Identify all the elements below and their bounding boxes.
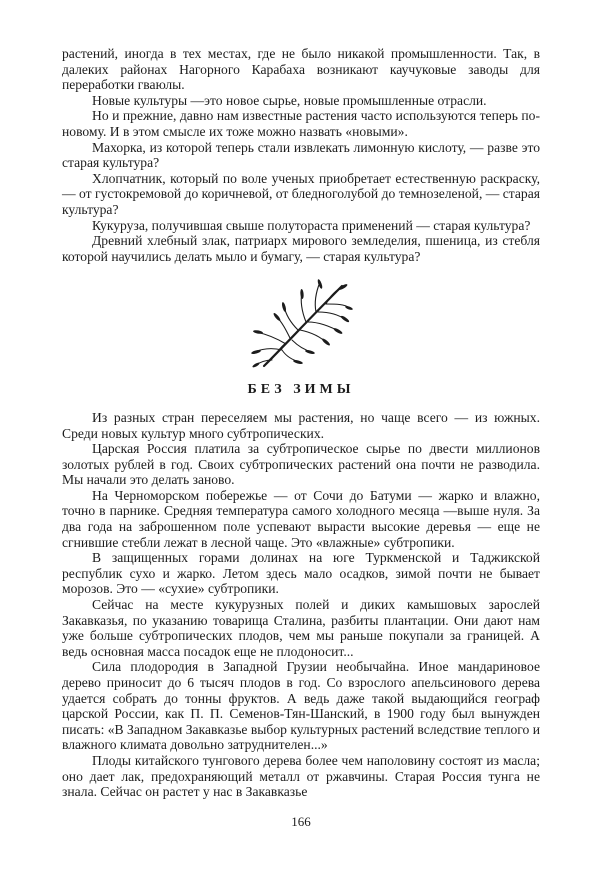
paragraph: Плоды китайского тунгового дерева более чем наполовину состоят из масла; оно дает лак, предохраняющий металл от ржавчины. Старая Россия тунга не знала. Сейчас он растет у нас в Закавказье — [62, 752, 540, 800]
page-number: 166 — [291, 813, 311, 829]
paragraph: Но и прежние, давно нам известные растения часто используются теперь по-новому. И в этом смысле их тоже можно назвать «новыми». — [62, 108, 540, 139]
section-heading: БЕЗ ЗИМЫ — [247, 382, 355, 398]
paragraph: Сейчас на месте кукурузных полей и диких камышовых зарослей Закавказья, по указанию товарища Сталина, разбиты плантации. Они дают нам уже больше субтропических плодов, чем мы раньше покупали за границей. А ведь основная масса посадок еще не плодоносит... — [62, 597, 540, 659]
paragraph: Махорка, из которой теперь стали извлекать лимонную кислоту, — разве это старая культура? — [62, 139, 540, 171]
paragraph: Новые культуры —это новое сырье, новые промышленные отрасли. — [92, 92, 487, 108]
paragraph: Древний хлебный злак, патриарх мирового земледелия, пшеница, из стебля которой научились делать мыло и бумагу, — старая культура? — [62, 233, 540, 264]
paragraph: Царская Россия платила за субтропическое сырье по двести миллионов золотых рублей в год. Своих субтропических растений она почти не разводила. Мы начали это делать заново. — [62, 441, 540, 488]
plant-sprig-icon — [246, 274, 356, 372]
paragraph: Хлопчатник, который по воле ученых приобретает естественную раскраску, — от густокремовой до коричневой, от бледноголубой до темнозеленой, — старая культура? — [62, 170, 540, 217]
paragraph: Кукуруза, получившая свыше полутораста применений — старая культура? — [92, 217, 531, 233]
paragraph: В защищенных горами долинах на юге Туркменской и Таджикской республик сухо и жарко. Летом здесь мало осадков, зимой почти не бывает морозов. Это — «сухие» субтропики. — [62, 550, 540, 597]
page-content — [62, 46, 540, 829]
paragraph-continued: растений, иногда в тех местах, где не было никакой промышленности. Так, в далеких районах Нагорного Карабаха возникают каучуковые заводы для переработки гваюлы. — [62, 46, 540, 93]
paragraph: На Черноморском побережье — от Сочи до Батуми — жарко и влажно, точно в парнике. Средняя температура самого холодного месяца —выше нуля. За два года на заброшенном поле успевают вырасти высокие деревья — еще не сгнившие стебли лежат в лесной чаще. Это «влажные» субтропики. — [62, 487, 540, 550]
paragraph: Из разных стран переселяем мы растения, но чаще всего — из южных. Среди новых культур много субтропических. — [62, 409, 540, 441]
paragraph: Сила плодородия в Западной Грузии необычайна. Иное мандариновое дерево приносит до 6 тысяч плодов в год. Со взрослого апельсинового дерева удается собрать до тонны фруктов. А ведь даже такой выдающийся географ царской России, как П. П. Семенов-Тян-Шанский, в 1900 году был вынужден писать: «В Западном Закавказье выбор культурных растений вследствие теплого и влажного климата довольно затруднителен...» — [62, 659, 540, 753]
